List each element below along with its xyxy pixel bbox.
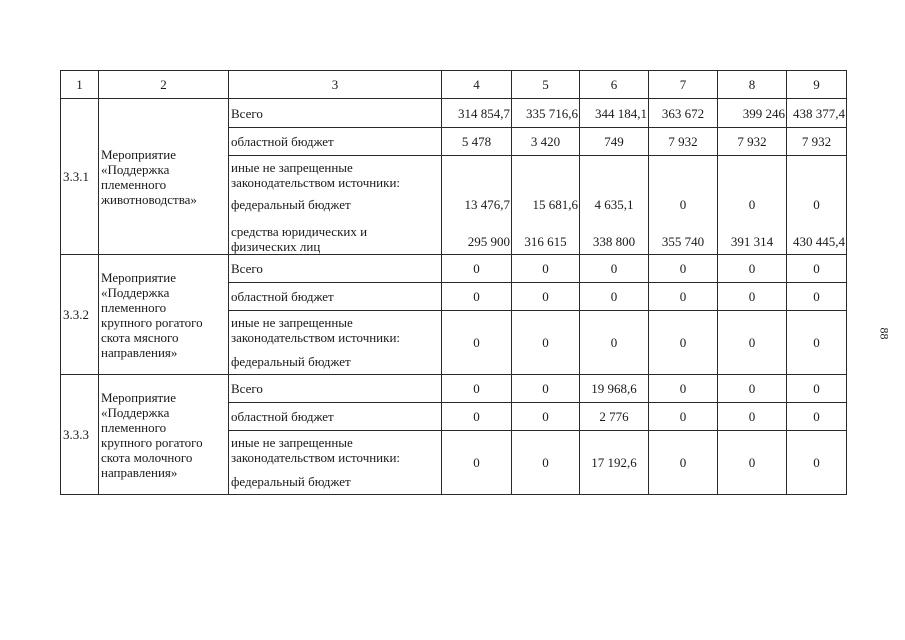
table-row <box>61 375 847 403</box>
item-number: 3.3.2 <box>61 255 99 375</box>
value-cell: 13 476,7 <box>464 197 510 212</box>
value-cell: 0 <box>679 197 687 212</box>
value-cell: 749 <box>580 128 649 156</box>
header-cell: 8 <box>718 71 787 99</box>
value-cell: 2 776 <box>580 403 649 431</box>
value-cell: 0 <box>787 255 847 283</box>
source-label: иные не запрещенные законодательством источники: <box>229 156 442 194</box>
value-cell: 0 <box>649 375 718 403</box>
source-label: Всего <box>229 99 442 128</box>
value-cell: 0 <box>718 255 787 283</box>
value-cell: 0 <box>512 403 580 431</box>
value-cell: 4 635,1 <box>594 197 634 212</box>
value-cell-group <box>649 156 718 255</box>
value-cell: 0 <box>580 311 649 375</box>
value-cell: 0 <box>442 403 512 431</box>
value-cell: 0 <box>442 283 512 311</box>
header-cell: 7 <box>649 71 718 99</box>
value-cell: 0 <box>787 403 847 431</box>
source-label: областной бюджет <box>229 403 442 431</box>
value-cell: 0 <box>649 403 718 431</box>
value-cell: 0 <box>787 431 847 495</box>
value-cell: 338 800 <box>592 234 636 249</box>
item-name: Мероприятие «Поддержка племенного животноводства» <box>99 99 229 255</box>
value-cell: 15 681,6 <box>532 197 578 212</box>
value-cell: 19 968,6 <box>580 375 649 403</box>
value-cell: 314 854,7 <box>442 99 512 128</box>
value-cell: 0 <box>512 255 580 283</box>
source-label: областной бюджет <box>229 283 442 311</box>
value-cell: 0 <box>718 375 787 403</box>
header-cell: 2 <box>99 71 229 99</box>
header-cell: 3 <box>229 71 442 99</box>
value-cell: 438 377,4 <box>787 99 847 128</box>
value-cell: 0 <box>512 283 580 311</box>
source-label: федеральный бюджет <box>229 349 442 375</box>
value-cell: 0 <box>442 311 512 375</box>
header-cell: 4 <box>442 71 512 99</box>
item-name: Мероприятие «Поддержка племенного крупного рогатого скота молочного направления» <box>99 375 229 495</box>
value-cell-group <box>787 156 847 255</box>
value-cell: 363 672 <box>649 99 718 128</box>
value-cell: 0 <box>512 375 580 403</box>
header-cell: 6 <box>580 71 649 99</box>
value-cell: 399 246 <box>718 99 787 128</box>
value-cell: 0 <box>649 311 718 375</box>
value-cell: 355 740 <box>661 234 705 249</box>
value-cell: 316 615 <box>524 234 567 249</box>
header-cell: 1 <box>61 71 99 99</box>
value-cell: 0 <box>718 311 787 375</box>
value-cell: 430 445,4 <box>793 234 845 249</box>
value-cell: 0 <box>718 283 787 311</box>
value-cell-group <box>718 156 787 255</box>
value-cell: 0 <box>813 197 820 212</box>
source-label: федеральный бюджет <box>229 469 442 495</box>
table-row <box>61 99 847 128</box>
value-cell: 344 184,1 <box>580 99 649 128</box>
value-cell: 0 <box>748 197 756 212</box>
source-label: Всего <box>229 255 442 283</box>
value-cell: 0 <box>580 283 649 311</box>
value-cell: 0 <box>787 283 847 311</box>
value-cell-group <box>580 156 649 255</box>
source-label: иные не запрещенные законодательством источники: <box>229 311 442 349</box>
value-cell-group <box>512 156 580 255</box>
source-label: федеральный бюджет <box>229 194 442 216</box>
value-cell: 17 192,6 <box>580 431 649 495</box>
source-label: Всего <box>229 375 442 403</box>
value-cell: 0 <box>787 375 847 403</box>
value-cell: 0 <box>512 311 580 375</box>
page-number: 88 <box>877 327 892 340</box>
value-cell: 295 900 <box>467 234 510 249</box>
value-cell: 7 932 <box>718 128 787 156</box>
source-label: средства юридических и физических лиц <box>229 216 442 255</box>
value-cell: 7 932 <box>649 128 718 156</box>
item-name: Мероприятие «Поддержка племенного крупного рогатого скота мясного направления» <box>99 255 229 375</box>
value-cell: 5 478 <box>442 128 512 156</box>
value-cell: 0 <box>442 375 512 403</box>
value-cell: 7 932 <box>787 128 847 156</box>
value-cell: 0 <box>442 431 512 495</box>
item-number: 3.3.1 <box>61 99 99 255</box>
item-number: 3.3.3 <box>61 375 99 495</box>
value-cell: 0 <box>718 403 787 431</box>
value-cell: 0 <box>512 431 580 495</box>
header-row <box>61 71 847 99</box>
value-cell: 0 <box>580 255 649 283</box>
header-cell: 9 <box>787 71 847 99</box>
value-cell-group <box>442 156 512 255</box>
header-cell: 5 <box>512 71 580 99</box>
value-cell: 0 <box>787 311 847 375</box>
value-cell: 335 716,6 <box>512 99 580 128</box>
value-cell: 0 <box>718 431 787 495</box>
value-cell: 3 420 <box>512 128 580 156</box>
value-cell: 391 314 <box>730 234 774 249</box>
value-cell: 0 <box>442 255 512 283</box>
budget-table <box>60 70 847 495</box>
value-cell: 0 <box>649 283 718 311</box>
value-cell: 0 <box>649 431 718 495</box>
table-row <box>61 255 847 283</box>
value-cell: 0 <box>649 255 718 283</box>
source-label: иные не запрещенные законодательством источники: <box>229 431 442 469</box>
source-label: областной бюджет <box>229 128 442 156</box>
